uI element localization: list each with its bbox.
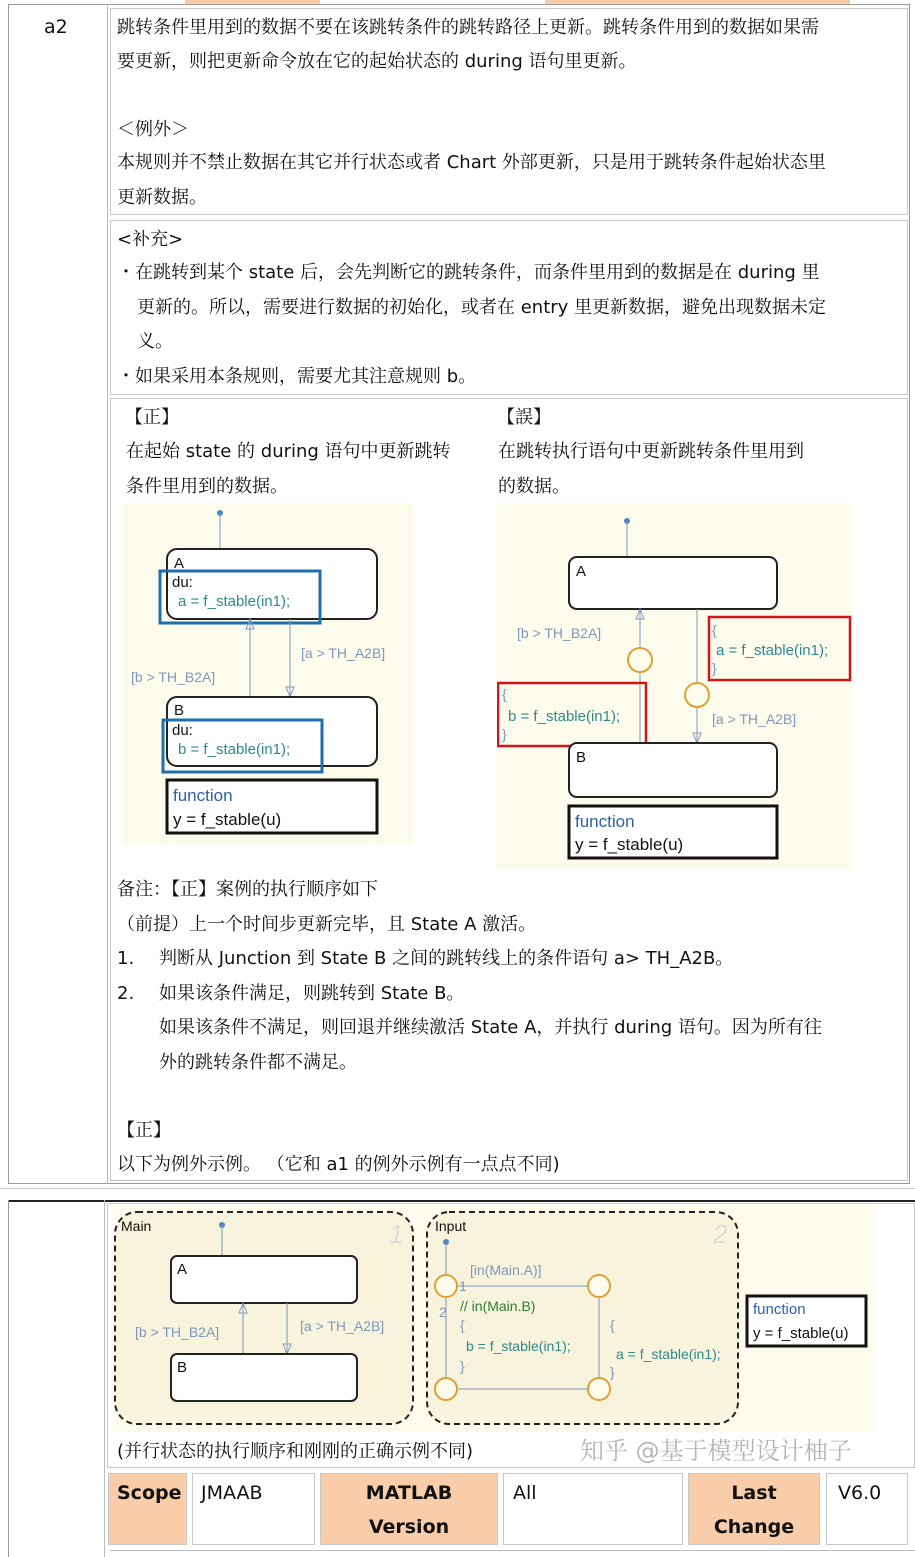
state-b bbox=[569, 743, 777, 797]
cond-a2b-label: [a > TH_A2B] bbox=[712, 711, 797, 727]
correct-text: 在起始 state 的 during 语句中更新跳转 bbox=[126, 441, 451, 462]
junction bbox=[588, 1378, 610, 1400]
wrong-diagram bbox=[497, 503, 852, 870]
divider bbox=[0, 1188, 915, 1189]
correct-diagram bbox=[123, 503, 413, 845]
b-update-code: b = f_stable(in1); bbox=[466, 1338, 571, 1354]
cond-a2b-label: [a > TH_A2B] bbox=[300, 1318, 385, 1334]
exception-title: ＜例外＞ bbox=[117, 119, 189, 140]
supplement-text: ・在跳转到某个 state 后，会先判断它的跳转条件，而条件里用到的数据是在 during 里 bbox=[117, 262, 820, 283]
last-change-label: Last bbox=[731, 1482, 777, 1504]
state-a-label: A bbox=[177, 1261, 188, 1278]
step-text: 判断从 Junction 到 State B 之间的跳转线上的条件语句 a> TH_A2B。 bbox=[159, 948, 734, 969]
input-state bbox=[427, 1212, 738, 1424]
diagram-mark: 2 bbox=[439, 1304, 447, 1320]
in-main-a-label: [in(Main.A)] bbox=[470, 1262, 542, 1278]
state-b-label: B bbox=[177, 1359, 188, 1376]
cond-b2a-label: [b > TH_B2A] bbox=[131, 669, 216, 685]
function-signature: y = f_stable(u) bbox=[173, 810, 282, 829]
b-update-code: b = f_stable(in1); bbox=[178, 741, 291, 758]
cond-a2b-label: [a > TH_A2B] bbox=[301, 645, 386, 661]
main-label: Main bbox=[121, 1218, 152, 1234]
cond-b2a-label: [b > TH_B2A] bbox=[517, 625, 602, 641]
rule-id: a2 bbox=[44, 16, 68, 38]
function-signature: y = f_stable(u) bbox=[753, 1325, 849, 1342]
input-label: Input bbox=[435, 1218, 467, 1234]
last-change-value: V6.0 bbox=[838, 1482, 882, 1504]
state-b bbox=[171, 1354, 357, 1401]
correct-title: 【正】 bbox=[125, 407, 179, 428]
state-b-label: B bbox=[576, 749, 587, 766]
state-b-label: B bbox=[174, 702, 185, 719]
exception-text: 本规则并不禁止数据在其它并行状态或者 Chart 外部更新，只是用于跳转条件起始状态里 bbox=[117, 152, 826, 173]
step-number: 1. bbox=[117, 948, 135, 969]
correct2-text: 以下为例外示例。 （它和 a1 的例外示例有一点点不同) bbox=[117, 1154, 560, 1175]
diagram-mark: } bbox=[460, 1358, 465, 1374]
diagram-caption: (并行状态的执行顺序和刚刚的正确示例不同) bbox=[117, 1441, 474, 1462]
description-text: 跳转条件里用到的数据不要在该跳转条件的跳转路径上更新。跳转条件用到的数据如果需 bbox=[117, 17, 819, 38]
column-divider bbox=[104, 1200, 105, 1557]
diagram-mark: 1 bbox=[459, 1278, 467, 1294]
parallel-diagram bbox=[113, 1205, 875, 1432]
diagram-mark: } bbox=[610, 1364, 615, 1380]
function-keyword: function bbox=[173, 786, 233, 805]
junction bbox=[588, 1275, 610, 1297]
junction bbox=[435, 1378, 457, 1400]
column-divider bbox=[107, 4, 108, 1184]
diagram-mark: } bbox=[502, 726, 507, 742]
scope-label: Scope bbox=[117, 1482, 182, 1504]
correct2-title: 【正】 bbox=[117, 1120, 171, 1141]
step-text: 如果该条件满足，则跳转到 State B。 bbox=[159, 983, 465, 1004]
scope-value: JMAAB bbox=[201, 1482, 263, 1504]
wrong-text: 的数据。 bbox=[498, 476, 570, 497]
matlab-version-label: Version bbox=[368, 1516, 450, 1538]
function-signature: y = f_stable(u) bbox=[575, 835, 684, 854]
diagram-mark: { bbox=[610, 1317, 615, 1333]
a-update-code: a = f_stable(in1); bbox=[716, 642, 829, 659]
matlab-version-value: All bbox=[513, 1482, 537, 1504]
state-a-label: A bbox=[576, 563, 587, 580]
a-update-code: a = f_stable(in1); bbox=[178, 593, 291, 610]
wrong-text: 在跳转执行语句中更新跳转条件里用到 bbox=[498, 441, 804, 462]
watermark: 知乎 @基于模型设计柚子 bbox=[580, 1437, 852, 1465]
diagram-mark: { bbox=[460, 1317, 465, 1333]
row-border bbox=[8, 1200, 915, 1202]
exception-text: 更新数据。 bbox=[117, 187, 207, 208]
supplement-title: <补充> bbox=[117, 229, 184, 250]
step-number: 2. bbox=[117, 983, 135, 1004]
a-update-code: a = f_stable(in1); bbox=[616, 1346, 721, 1362]
b-update-code: b = f_stable(in1); bbox=[508, 708, 621, 725]
divider bbox=[110, 1550, 915, 1551]
state-a bbox=[171, 1256, 357, 1303]
cond-b2a-label: [b > TH_B2A] bbox=[135, 1324, 220, 1340]
supplement-text: 义。 bbox=[137, 331, 173, 352]
step-text: 如果该条件不满足，则回退并继续激活 State A，并执行 during 语句。因为所有往 bbox=[159, 1017, 822, 1038]
matlab-version-label: MATLAB bbox=[365, 1482, 453, 1504]
during-label: du: bbox=[172, 722, 193, 739]
step-text: 外的跳转条件都不满足。 bbox=[159, 1052, 357, 1073]
description-cell bbox=[110, 8, 908, 215]
order-2: 2 bbox=[713, 1219, 728, 1249]
diagram-mark: { bbox=[502, 686, 507, 702]
function-keyword: function bbox=[753, 1301, 806, 1318]
description-text: 要更新，则把更新命令放在它的起始状态的 during 语句里更新。 bbox=[117, 51, 637, 72]
notes-title: 备注：【正】案例的执行顺序如下 bbox=[117, 879, 378, 900]
order-1: 1 bbox=[389, 1219, 404, 1249]
during-label: du: bbox=[172, 574, 193, 591]
junction bbox=[435, 1275, 457, 1297]
state-a-label: A bbox=[174, 555, 185, 572]
correct-text: 条件里用到的数据。 bbox=[126, 476, 288, 497]
diagram-mark: { bbox=[712, 622, 717, 638]
row-border bbox=[8, 1200, 9, 1557]
last-change-label: Change bbox=[713, 1516, 795, 1538]
junction bbox=[628, 648, 652, 672]
state-a bbox=[569, 557, 777, 609]
supplement-text: 更新的。所以，需要进行数据的初始化，或者在 entry 里更新数据，避免出现数据未定 bbox=[137, 297, 827, 318]
junction bbox=[685, 683, 709, 707]
function-keyword: function bbox=[575, 812, 635, 831]
supplement-text: ・如果采用本条规则，需要尤其注意规则 b。 bbox=[117, 366, 477, 387]
notes-premise: （前提）上一个时间步更新完毕，且 State A 激活。 bbox=[117, 914, 537, 935]
diagram-mark: } bbox=[712, 660, 717, 676]
wrong-title: 【誤】 bbox=[497, 407, 551, 428]
in-main-b-comment: // in(Main.B) bbox=[460, 1298, 536, 1314]
